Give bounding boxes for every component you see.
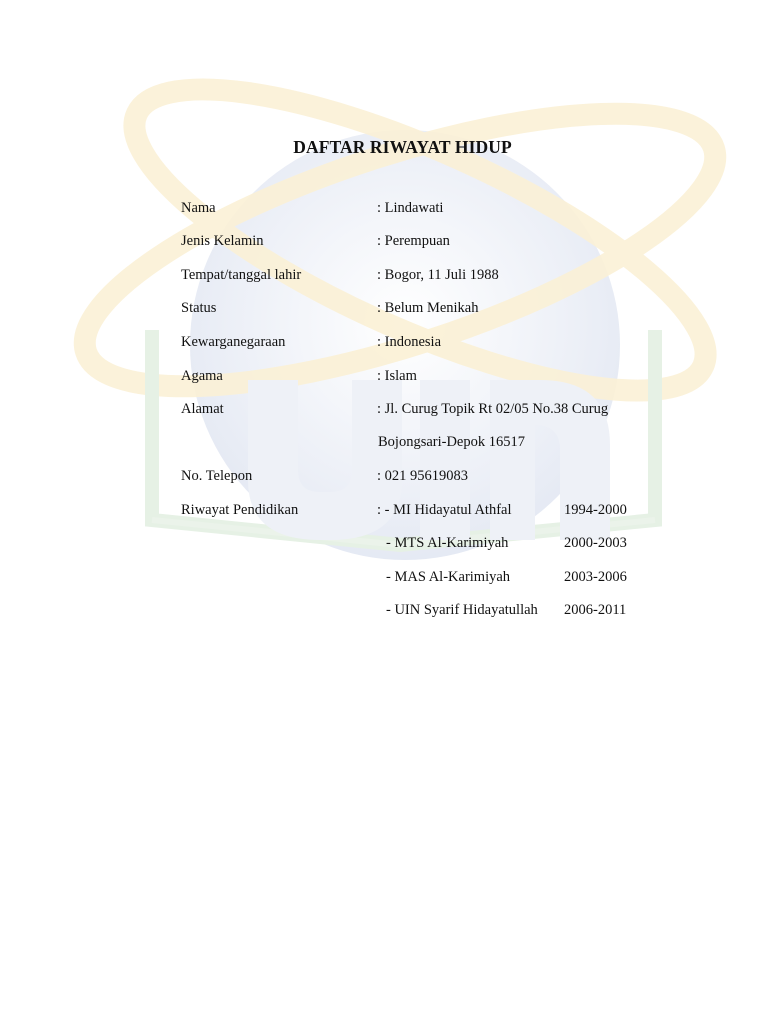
field-row-status	[0, 300, 768, 320]
field-label: Alamat	[181, 401, 224, 417]
field-label: Kewarganegaraan	[181, 334, 286, 350]
field-label: Status	[181, 300, 217, 316]
education-school: - UIN Syarif Hidayatullah	[386, 602, 538, 618]
education-years: 2006-2011	[564, 602, 627, 618]
education-years: 1994-2000	[564, 502, 627, 518]
education-school: - MTS Al-Karimiyah	[386, 535, 509, 551]
field-row-nama	[0, 200, 768, 220]
field-label: Agama	[181, 368, 223, 384]
field-row-jenis-kelamin	[0, 233, 768, 253]
field-row-tempat-tanggal-lahir	[0, 267, 768, 287]
field-value: : Lindawati	[377, 200, 444, 216]
education-row	[0, 535, 768, 555]
field-value: : Belum Menikah	[377, 300, 479, 316]
field-row-no-telepon	[0, 468, 768, 488]
field-value: : 021 95619083	[377, 468, 469, 484]
education-school: - MAS Al-Karimiyah	[386, 569, 511, 585]
field-value-continued: Bojongsari-Depok 16517	[378, 434, 525, 450]
field-value: : Perempuan	[377, 233, 450, 249]
education-school: : - MI Hidayatul Athfal	[377, 502, 512, 518]
field-label: Jenis Kelamin	[181, 233, 264, 249]
field-row-agama	[0, 368, 768, 388]
field-value: : Islam	[377, 368, 417, 384]
field-row-alamat	[0, 401, 768, 421]
field-label: No. Telepon	[181, 468, 253, 484]
education-row	[0, 602, 768, 622]
field-value: : Jl. Curug Topik Rt 02/05 No.38 Curug	[377, 401, 609, 417]
field-row-alamat-continued	[0, 434, 768, 454]
field-row-kewarganegaraan	[0, 334, 768, 354]
field-label: Nama	[181, 200, 216, 216]
education-years: 2003-2006	[564, 569, 627, 585]
education-years: 2000-2003	[564, 535, 627, 551]
field-value: : Indonesia	[377, 334, 442, 350]
page-title: DAFTAR RIWAYAT HIDUP	[293, 137, 512, 157]
education-label: Riwayat Pendidikan	[181, 502, 299, 518]
field-value: : Bogor, 11 Juli 1988	[377, 267, 499, 283]
education-row	[0, 569, 768, 589]
field-label: Tempat/tanggal lahir	[181, 267, 302, 283]
education-row	[0, 502, 768, 522]
